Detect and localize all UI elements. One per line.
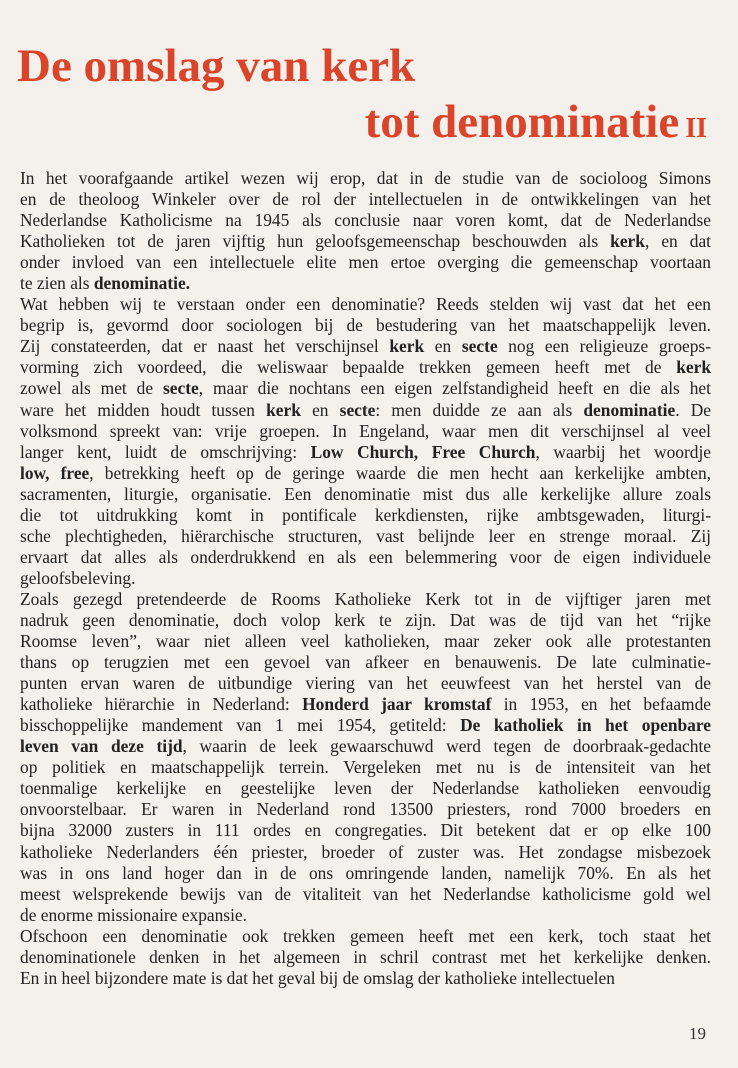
text-line	[20, 589, 711, 610]
text-line	[20, 168, 711, 189]
text-run: en de theoloog Winkeler over de rol der intellectuelen in de ontwikkelingen van het	[20, 189, 711, 210]
text-line	[20, 526, 711, 547]
article-title	[17, 38, 717, 157]
text-run: Zij constateerden, dat er naast het verschijnsel	[20, 336, 390, 357]
text-run: begrip is, gevormd door sociologen bij de bestudering van het maatschappelijk leven.	[20, 315, 711, 336]
text-line	[20, 442, 711, 463]
text-line	[20, 421, 711, 442]
title-line-1: De omslag van kerk	[17, 40, 416, 92]
bold-term: low, free	[20, 462, 90, 483]
text-line	[20, 673, 711, 694]
bold-term: leven van deze tijd	[20, 736, 183, 757]
text-run: op politiek en maatschappelijk terrein. Vergeleken met nu is de intensiteit van het	[20, 757, 711, 778]
text-run: punten ervan waren de uitbundige viering van het eeuwfeest van het herstel van de	[20, 673, 711, 694]
text-run: meest welsprekende bewijs van de vitaliteit van het Nederlandse katholicisme gold wel	[20, 883, 711, 904]
text-line	[20, 547, 711, 568]
text-line	[20, 842, 711, 863]
text-line	[20, 294, 711, 315]
text-line	[20, 694, 711, 715]
text-line	[20, 778, 711, 799]
text-run: , waarbij het woordje	[535, 441, 711, 462]
text-line	[20, 884, 711, 905]
text-line	[20, 736, 711, 757]
title-line-2-text: tot denominatie	[364, 96, 680, 148]
text-line	[20, 463, 711, 484]
bold-term: kerk	[266, 399, 301, 420]
text-line	[20, 231, 711, 252]
text-run: die tot uitdrukking komt in pontificale kerkdiensten, rijke ambtsgewaden, liturgi-	[20, 504, 711, 525]
text-run: nadruk geen denominatie, doch volop kerk te zijn. Dat was de tijd van het “rijke	[20, 609, 711, 630]
bold-term: kerk	[610, 231, 645, 252]
bold-term: secte	[461, 336, 498, 357]
text-run: , en dat	[644, 231, 712, 252]
text-line	[20, 210, 711, 231]
text-run: langer kent, luidt de omschrijving:	[20, 441, 311, 462]
text-run: onder invloed van een intellectuele elite men ertoe overging die gemeenschap voortaan	[20, 252, 711, 273]
text-run: ervaart dat alles als onderdrukkend en als een belemmering voor de eigen individuele	[20, 546, 711, 567]
text-run: was in ons land hoger dan in de ons omringende landen, namelijk 70%. En als het	[20, 862, 711, 883]
bold-term: Honderd jaar kromstaf	[302, 694, 492, 715]
text-line	[20, 336, 711, 357]
text-run: onvoorstelbaar. Er waren in Nederland rond 13500 priesters, rond 7000 broeders en	[20, 799, 711, 820]
text-line	[20, 568, 711, 589]
paragraph	[20, 294, 711, 589]
text-run: , waarin de leek gewaarschuwd werd tegen de doorbraak-gedachte	[182, 736, 711, 757]
text-line	[20, 189, 711, 210]
text-line	[20, 715, 711, 736]
paragraph	[20, 926, 711, 989]
text-run: thans op terugzien met een gevoel van afkeer en benauwenis. De late culminatie-	[20, 652, 711, 673]
text-line	[20, 820, 711, 841]
text-run: Zoals gezegd pretendeerde de Rooms Katholieke Kerk tot in de vijftiger jaren met	[20, 588, 711, 609]
text-run: en	[300, 399, 340, 420]
bold-term: De katholiek in het openbare	[460, 715, 711, 736]
paragraph	[20, 589, 711, 926]
text-run: vorming zich voordeed, die weliswaar bepaalde trekken gemeen heeft met de	[20, 357, 677, 378]
bold-term: kerk	[676, 357, 711, 378]
text-run: denominationele denken in het algemeen in schril contrast met het kerkelijke denken.	[20, 946, 711, 967]
page-number: 19	[689, 1024, 706, 1043]
title-line-2	[17, 94, 717, 157]
text-line	[20, 400, 711, 421]
title-part-numeral: II	[685, 113, 707, 144]
paragraph	[20, 168, 711, 294]
text-line	[20, 652, 711, 673]
text-line	[20, 505, 711, 526]
text-run: . De	[675, 399, 711, 420]
text-run: ware het midden houdt tussen	[20, 399, 267, 420]
text-run: zowel als met de	[20, 378, 163, 399]
text-run: Katholieken tot de jaren vijftig hun geloofsgemeenschap beschouwden als	[20, 231, 611, 252]
text-line	[20, 378, 711, 399]
text-run: Nederlandse Katholicisme na 1945 als conclusie naar voren komt, dat de Nederlandse	[20, 210, 711, 231]
text-run: in 1953, en het befaamde	[491, 694, 711, 715]
text-line	[20, 610, 711, 631]
text-run: toenmalige kerkelijke en geestelijke leven der Nederlandse katholieken eenvoudig	[20, 778, 711, 799]
text-run: de enorme missionaire expansie.	[20, 904, 247, 925]
text-run: geloofsbeleving.	[20, 567, 136, 588]
text-run: Wat hebben wij te verstaan onder een denominatie? Reeds stelden wij vast dat het een	[20, 294, 711, 315]
text-run: katholieke Nederlanders één priester, broeder of zuster was. Het zondagse misbezoek	[20, 841, 711, 862]
text-line	[20, 926, 711, 947]
text-run: Ofschoon een denominatie ook trekken gemeen heeft met een kerk, toch staat het	[20, 925, 711, 946]
text-run: nog een religieuze groeps-	[497, 336, 711, 357]
text-run: en	[424, 336, 462, 357]
bold-term: Low Church, Free Church	[310, 441, 536, 462]
text-line	[20, 357, 711, 378]
text-run: : men duidde ze aan als	[375, 399, 584, 420]
text-run: , betrekking heeft op de geringe waarde die men hecht aan kerkelijke ambten,	[89, 462, 711, 483]
text-line	[20, 863, 711, 884]
text-line	[20, 631, 711, 652]
text-run: sche plechtigheden, hiërarchische structuren, vast belijnde leer en strenge moraal. Zij	[20, 525, 711, 546]
text-line	[20, 273, 711, 294]
text-run: katholieke hiërarchie in Nederland:	[20, 694, 303, 715]
text-run: te zien als	[20, 273, 94, 294]
text-run: bijna 32000 zusters in 111 ordes en congregaties. Dit betekent dat er op elke 100	[20, 820, 711, 841]
text-line	[20, 947, 711, 968]
text-line	[20, 905, 711, 926]
text-run: , maar die nochtans een eigen zelfstandigheid heeft en die als het	[198, 378, 711, 399]
article-body	[20, 168, 711, 989]
bold-term: denominatie.	[93, 273, 191, 294]
text-line	[20, 799, 711, 820]
text-run: sacramenten, liturgie, organisatie. Een denominatie mist dus alle kerkelijke allure zoals	[20, 483, 711, 504]
text-run: In het voorafgaande artikel wezen wij erop, dat in de studie van de socioloog Simons	[20, 168, 711, 188]
text-run: volksmond spreekt van: vrije groepen. In Engeland, waar men dit verschijnsel al veel	[20, 420, 711, 441]
text-line	[20, 968, 711, 989]
bold-term: denominatie	[583, 399, 676, 420]
bold-term: secte	[163, 378, 199, 399]
bold-term: kerk	[389, 336, 425, 357]
text-line	[20, 484, 711, 505]
text-run: En in heel bijzondere mate is dat het geval bij de omslag der katholieke intellectuelen	[20, 967, 615, 988]
text-line	[20, 315, 711, 336]
text-line	[20, 757, 711, 778]
text-line	[20, 252, 711, 273]
text-run: Roomse leven”, waar niet alleen veel katholieken, maar zeker ook alle protestanten	[20, 631, 711, 652]
text-run: bisschoppelijke mandement van 1 mei 1954, getiteld:	[20, 715, 461, 736]
bold-term: secte	[339, 399, 376, 420]
